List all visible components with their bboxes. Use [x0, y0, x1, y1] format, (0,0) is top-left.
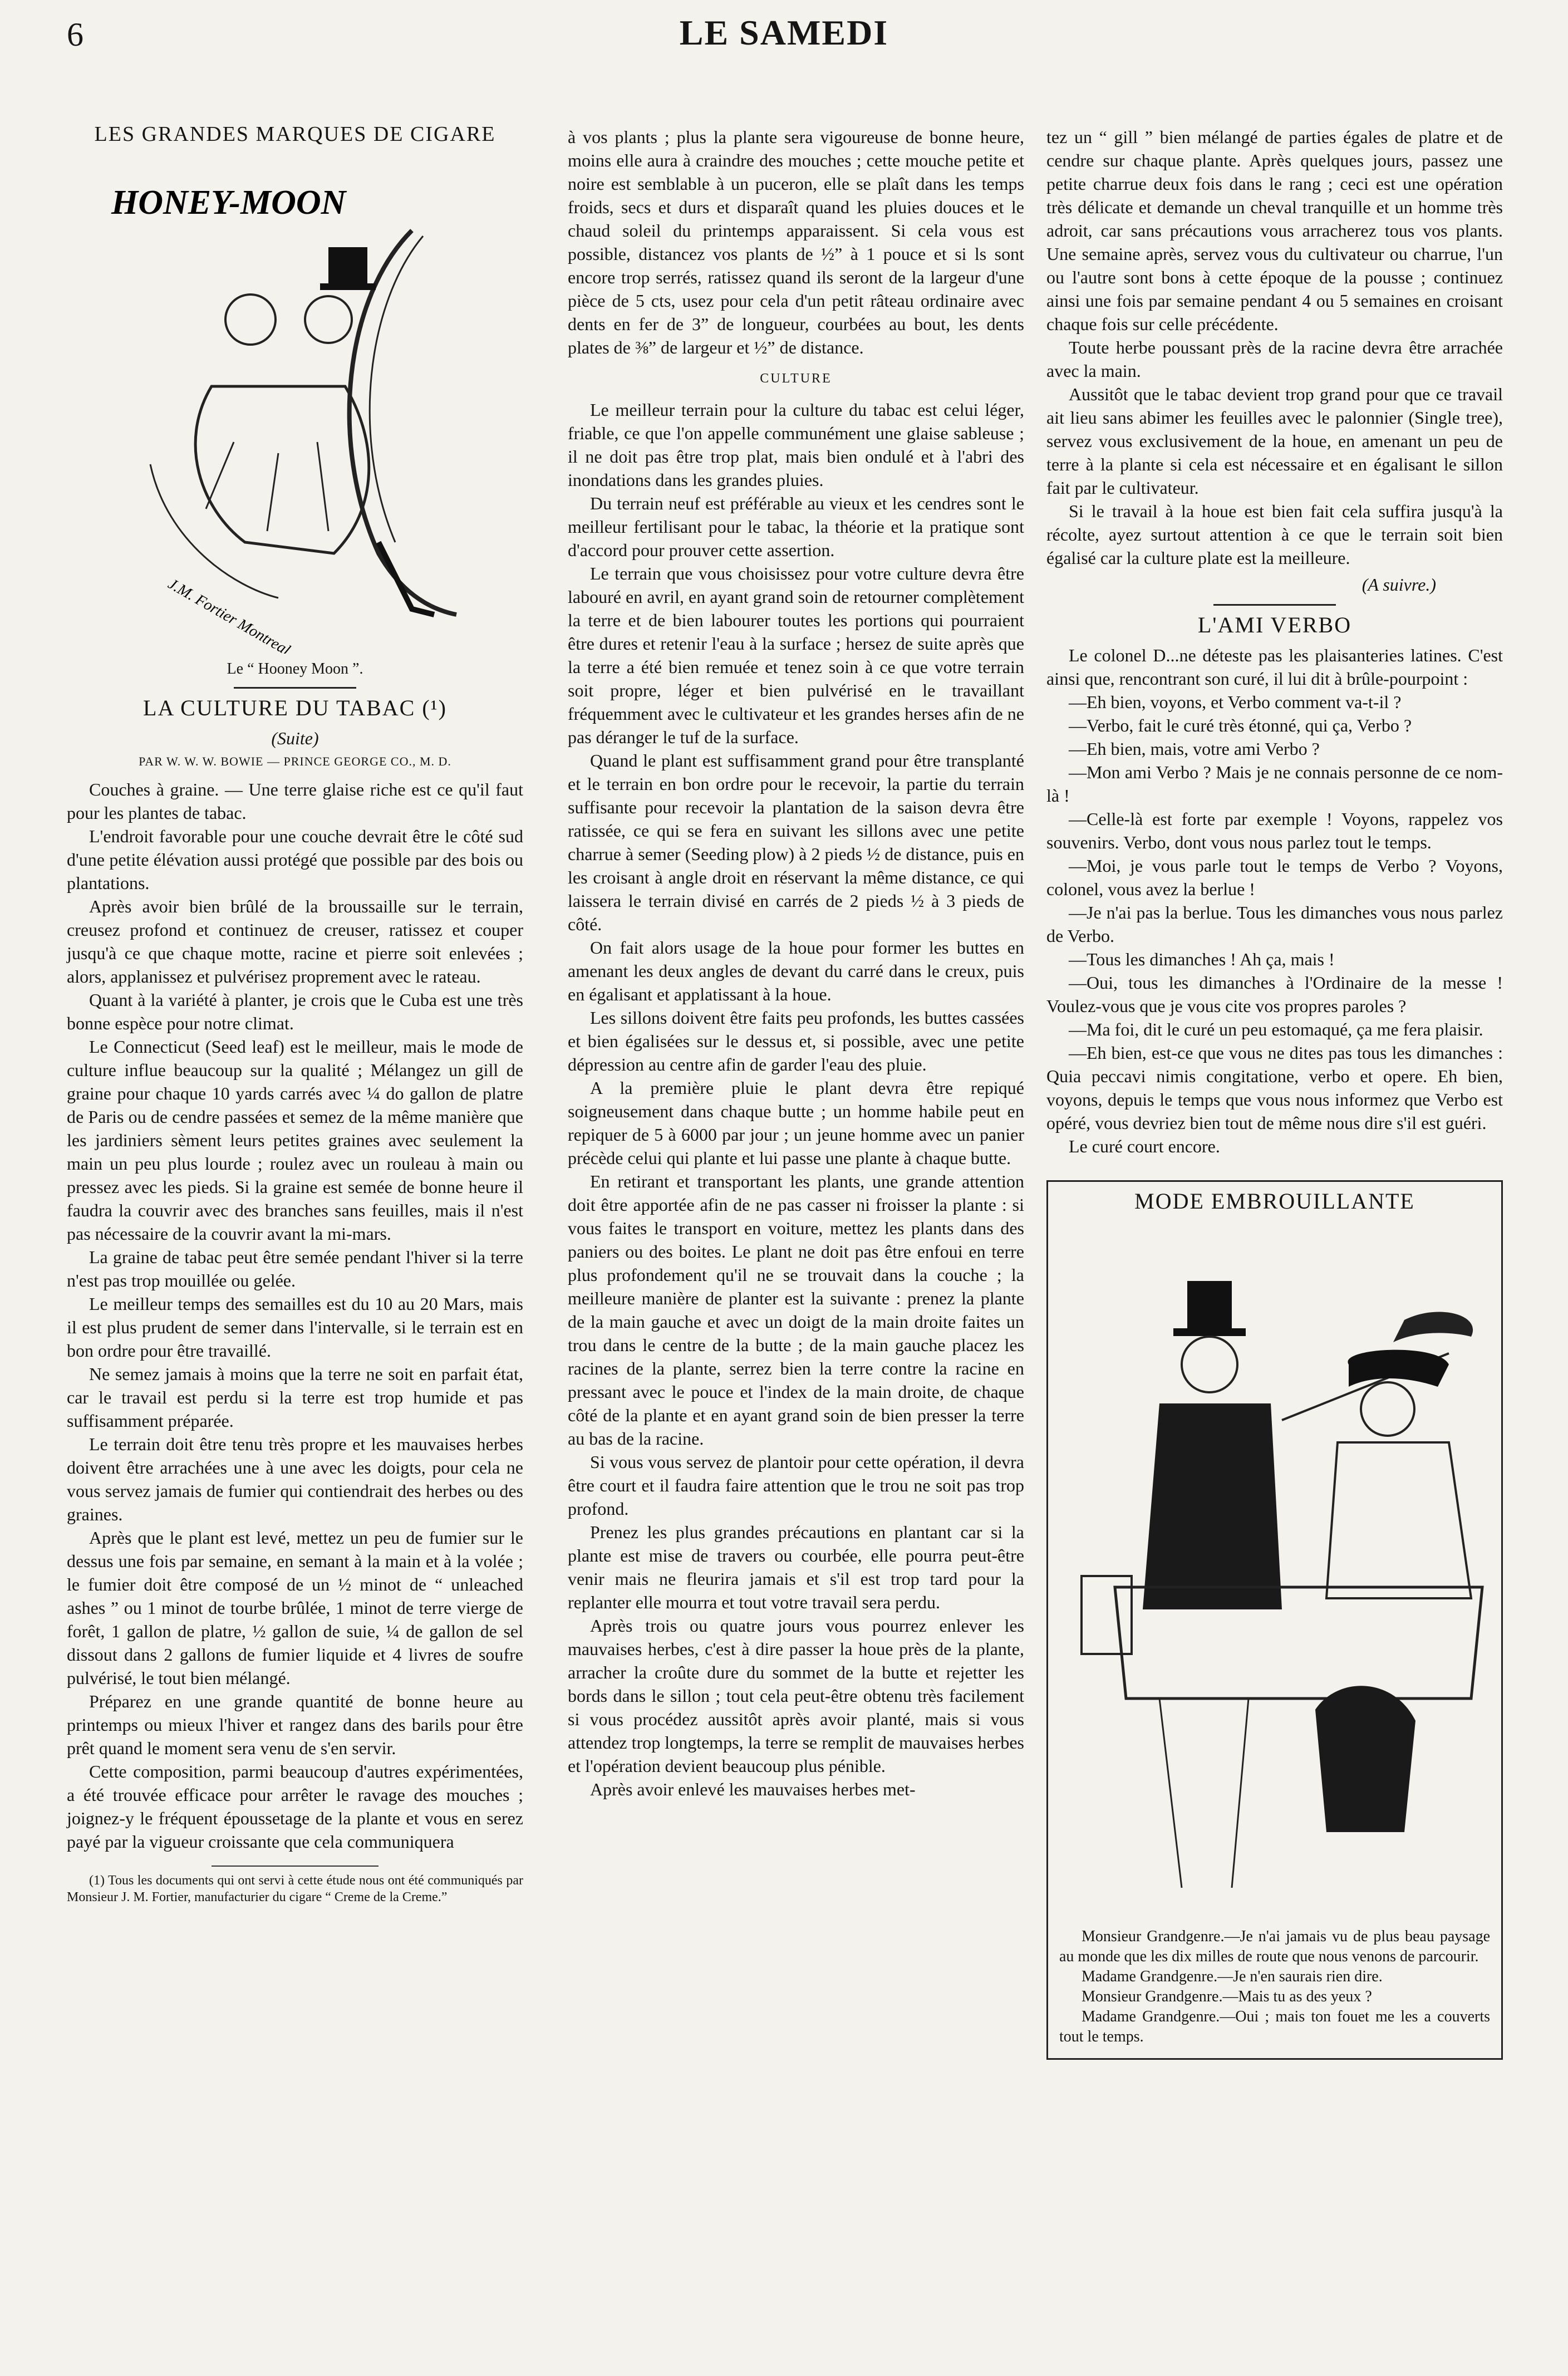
- paragraph: Quant à la variété à planter, je crois que le Cuba est une très bonne espèce pour notre climat.: [67, 990, 523, 1033]
- paragraph: —Verbo, fait le curé très étonné, qui ça, Verbo ?: [1069, 715, 1412, 735]
- paragraph: La graine de tabac peut être semée pendant l'hiver si la terre n'est pas trop mouillée ou gelée.: [67, 1247, 523, 1290]
- article-title: LA CULTURE DU TABAC (¹): [143, 695, 447, 720]
- caption-line: Monsieur Grandgenre.—Je n'ai jamais vu de plus beau paysage au monde que les dix milles de route que nous venons de parcourir.: [1059, 1928, 1490, 1965]
- paragraph: tez un “ gill ” bien mélangé de parties égales de platre et de cendre sur chaque plante. Après quelques jours, passez une petite charrue deux fois dans le rang ; ceci est une opération très délicate et demande un cheval tranquille et un homme très adroit, car sans précautions vous arracherez tous vos plants. Une semaine après, servez vous du cultivateur ou charrue, l'un ou l'autre sont bons à cette époque de la pousse ; continuez ainsi une fois par semaine pendant 4 ou 5 semaines en croisant chaque fois sur celle précédente.: [1046, 127, 1503, 334]
- paragraph: Si vous vous servez de plantoir pour cette opération, il devra être court et il faudra faire attention que le trou ne soit pas trop profond.: [568, 1452, 1024, 1519]
- cigar-section-title: LES GRANDES MARQUES DE CIGARE: [94, 122, 496, 146]
- paragraph: Le curé court encore.: [1069, 1136, 1220, 1156]
- column-1: [67, 100, 523, 1906]
- paragraph: L'endroit favorable pour une couche devrait être le côté sud d'une petite élévation aussi protégé que possible par des bois ou plantations.: [67, 826, 523, 893]
- divider: [234, 687, 356, 689]
- paragraph: —Moi, je vous parle tout le temps de Verbo ? Voyons, colonel, vous avez la berlue !: [1046, 856, 1503, 899]
- page-number: 6: [67, 16, 83, 53]
- paragraph: —Mon ami Verbo ? Mais je ne connais personne de ce nom-là !: [1046, 762, 1503, 806]
- paragraph: En retirant et transportant les plants, une grande attention doit être apportée afin de ne pas casser ni froisser la plante : si vous faites le transport en voiture, mettez les plants dans des paniers ou des boites. Le plant ne doit pas être enfoui en terre plus profondement qu'il ne se trouvait dans la couche ; la meilleure manière de planter est la suivante : prenez la plante de la main gauche et avec un doigt de la main droite faites un trou dans le centre de la butte ; de la main gauche placez les racines de la plante, serrez bien la terre contre la racine en pressant avec le pouce et l'index de la main droite, de chaque côté de la plante et en ayant grand soin de bien presser la terre au bas de la racine.: [568, 1171, 1024, 1449]
- ami-verbo-title: L'AMI VERBO: [1197, 612, 1352, 637]
- paragraph: Après que le plant est levé, mettez un peu de fumier sur le dessus une fois par semaine, en semant à la main et à la volée ; le fumier doit être composé de un ½ minot de “ unleached ashes ” ou 1 minot de tourbe brûlée, 1 minot de terre vierge de forêt, 1 gallon de platre, ½ gallon de suie, ¼ de gallon de sel dissout dans 2 gallons de fumier liquide et 4 livres de soufre pulvérisé, le tout bien mélangé.: [67, 1528, 523, 1688]
- honey-moon-illustration: [67, 153, 523, 654]
- paragraph: A la première pluie le plant devra être repiqué soigneusement dans chaque butte ; un homme habile peut en repiquer de 5 à 6000 par jour ; un jeune homme avec un panier précède celui qui plante et lui passe une plante à chaque butte.: [568, 1078, 1024, 1168]
- caption-line: Monsieur Grandgenre.—Mais tu as des yeux ?: [1082, 1988, 1372, 2005]
- article-suite: (Suite): [271, 728, 319, 748]
- paragraph: Après trois ou quatre jours vous pourrez enlever les mauvaises herbes, c'est à dire passer la houe près de la plante, arracher la croûte dure du sommet de la butte et rejetter les bords dans le sillon ; tout cela peut-être obtenu très facilement si vous procédez aussitôt après avoir planté, mais si vous attendez trop longtemps, la terre se remplit de mauvaises herbes et l'opération devient beaucoup plus pénible.: [568, 1616, 1024, 1776]
- paragraph: Le colonel D...ne déteste pas les plaisanteries latines. C'est ainsi que, rencontrant son curé, il lui dit à brûle-pourpoint :: [1046, 645, 1503, 689]
- paragraph: Le meilleur terrain pour la culture du tabac est celui léger, friable, ce que l'on appelle communément une glaise sableuse ; il ne doit pas être trop plat, mais bien ondulé et à l'abri des inondations dans les grandes pluies.: [568, 400, 1024, 490]
- mode-embrouillante-title: MODE EMBROUILLANTE: [1134, 1189, 1415, 1214]
- paragraph: Couches à graine. — Une terre glaise riche est ce qu'il faut pour les plantes de tabac.: [67, 779, 523, 823]
- brand-logo: HONEY-MOON: [111, 184, 346, 222]
- paragraph: Le Connecticut (Seed leaf) est le meilleur, mais le mode de culture influe beaucoup sur la qualité ; Mélangez un gill de graine pour chaque 10 yards carrés avec ¼ do gallon de platre de Paris ou de cendre passées et semez de la même manière que les jardiniers sèment leurs petites graines avec seulement la main un peu plus lourde ; roulez avec un rouleau à main ou pressez avec les pieds. Si la graine est semée de bonne heure il faudra la couvrir avec des branches sans feuilles, mais il n'est pas nécessaire de la couvrir avant la mi-mars.: [67, 1037, 523, 1244]
- paragraph: Aussitôt que le tabac devient trop grand pour que ce travail ait lieu sans abimer les feuilles avec le palonnier (Single tree), servez vous exclusivement de la houe, en amenant un peu de terre à la plante si cela est nécessaire et en égalisant le sillon fait par le cultivateur.: [1046, 384, 1503, 498]
- paragraph: —Tous les dimanches ! Ah ça, mais !: [1069, 949, 1335, 969]
- divider: [1213, 604, 1336, 606]
- paragraph: Après avoir bien brûlé de la broussaille sur le terrain, creusez profond et continuez de creuser, ratissez et couper jusqu'à ce que chaque motte, racine et pierre soit enlevées ; alors, applanissez et pulvérisez proprement avec le rateau.: [67, 896, 523, 986]
- paragraph: —Celle-là est forte par exemple ! Voyons, rappelez vos souvenirs. Verbo, dont vous nous parlez tout le temps.: [1046, 809, 1503, 852]
- paragraph: Du terrain neuf est préférable au vieux et les cendres sont le meilleur fertilisant pour le tabac, la théorie et la pratique sont d'accord pour prouver cette assertion.: [568, 493, 1024, 560]
- paragraph: Préparez en une grande quantité de bonne heure au printemps ou mieux l'hiver et rangez dans des barils pour être prêt quand le moment sera venu de s'en servir.: [67, 1691, 523, 1758]
- footnote: (1) Tous les documents qui ont servi à cette étude nous ont été communiqués par Monsieur J. M. Fortier, manufacturier du cigare “ Creme de la Creme.”: [67, 1873, 523, 1904]
- caption-line: Madame Grandgenre.—Je n'en saurais rien dire.: [1082, 1968, 1383, 1985]
- paragraph: à vos plants ; plus la plante sera vigoureuse de bonne heure, moins elle aura à craindre des mouches ; cette mouche petite et noire est semblable à un puceron, elle se plaît dans les temps froids, secs et durs et disparaît quand les pluies douces et le chaud soleil du printemps apparaissent. Si cela vous est possible, distancez vos plants de ½” à 1 pouce et si ls sont encore trop serrés, ratissez quand ils seront de la largeur d'une pièce de 5 cts, usez pour cela d'un petit râteau ordinaire avec dents en fer de 3” de longueur, courbées au bout, les dents plates de ⅜” de largeur et ½” de distance.: [568, 127, 1024, 357]
- paragraph: On fait alors usage de la houe pour former les buttes en amenant les deux angles de devant du carré dans le creux, puis en égalisant et applatissant à la houe.: [568, 937, 1024, 1004]
- cartoon-caption: [1048, 1927, 1501, 2058]
- paragraph: Prenez les plus grandes précautions en plantant car si la plante est mise de travers ou courbée, elle pourra peut-être venir mais ne fleurira jamais et s'il est trop tard pour la replanter elle mourra et tout votre travail sera perdu.: [568, 1522, 1024, 1612]
- culture-heading: CULTURE: [760, 371, 832, 386]
- paragraph: —Eh bien, est-ce que vous ne dites pas tous les dimanches : Quia peccavi nimis congitatione, verbo et opere. Eh bien, voyons, depuis le temps que vous nous informez que Verbo est opéré, vous devriez bien tout de même nous dire s'il est guéri.: [1046, 1043, 1503, 1133]
- paragraph: Si le travail à la houe est bien fait cela suffira jusqu'à la récolte, ayez surtout attention à ce que le terrain soit bien égalisé car la culture plate est la meilleure.: [1046, 501, 1503, 568]
- byline: PAR W. W. W. BOWIE — PRINCE GEORGE CO., M. D.: [139, 754, 451, 768]
- a-suivre: (A suivre.): [1361, 575, 1436, 595]
- paragraph: Après avoir enlevé les mauvaises herbes met-: [590, 1779, 916, 1799]
- caption-line: Madame Grandgenre.—Oui ; mais ton fouet me les a couverts tout le temps.: [1059, 2008, 1490, 2045]
- paragraph: Quand le plant est suffisamment grand pour être transplanté et le terrain en bon ordre pour le recevoir, la partie du terrain suffisante pour recevoir la plantation de la saison devra être ratissée, ce qui se fera en suivant les sillons avec une petite charrue à semer (Seeding plow) à 2 pieds ½ de distance, puis en les croisant à angle droit en réservant la même distance, ce qui laissera le terrain divisé en carrés de 2 pieds ½ à 3 pieds de côté.: [568, 750, 1024, 934]
- paragraph: —Eh bien, voyons, et Verbo comment va-t-il ?: [1069, 692, 1402, 712]
- image-caption: Le “ Hooney Moon ”.: [227, 660, 363, 678]
- paragraph: Le meilleur temps des semailles est du 10 au 20 Mars, mais il est plus prudent de semer dans l'intervalle, si le terrain est en bon ordre pour être travaillé.: [67, 1294, 523, 1361]
- mode-embrouillante-box: [1046, 1180, 1503, 2060]
- paragraph: —Je n'ai pas la berlue. Tous les dimanches vous nous parlez de Verbo.: [1046, 902, 1503, 946]
- paragraph: Ne semez jamais à moins que la terre ne soit en parfait état, car le travail est perdu si la terre est trop humide et pas suffisamment préparée.: [67, 1364, 523, 1431]
- masthead: LE SAMEDI: [679, 13, 889, 52]
- paragraph: Cette composition, parmi beaucoup d'autres expérimentées, a été trouvée efficace pour arrêter le ravage des mouches ; joignez-y le fréquent époussetage de la plante et vous en serez payé par la vigueur croissante que cela communiquera: [67, 1761, 523, 1852]
- column-2: [568, 125, 1024, 1801]
- paragraph: Le terrain doit être tenu très propre et les mauvaises herbes doivent être arrachées une à une avec les doigts, pour cela ne vous servez jamais de fumier qui contiendrait des herbes ou des graines.: [67, 1434, 523, 1524]
- paragraph: —Ma foi, dit le curé un peu estomaqué, ça me fera plaisir.: [1069, 1019, 1483, 1039]
- footnote-rule: [212, 1866, 379, 1867]
- paragraph: —Oui, tous les dimanches à l'Ordinaire de la messe ! Voulez-vous que je vous cite vos propres paroles ?: [1046, 973, 1503, 1016]
- carriage-cartoon-illustration: [1048, 1220, 1501, 1921]
- column-3: [1046, 125, 1503, 2060]
- paragraph: —Eh bien, mais, votre ami Verbo ?: [1069, 739, 1320, 759]
- svg-text:J.M. Fortier Montreal: J.M. Fortier Montreal: [165, 575, 293, 654]
- paragraph: Toute herbe poussant près de la racine devra être arrachée avec la main.: [1046, 337, 1503, 381]
- paragraph: Le terrain que vous choisissez pour votre culture devra être labouré en avril, en ayant grand soin de retourner complètement la terre et de bien labourer toutes les portions qui pourraient être dures et retenir l'eau à la surface ; hersez de suite après que la terre a été bien remuée et tenez soin à ce que votre terrain soit propre, léger et bien pulvérisé en le travaillant fréquemment avec le cultivateur et les grandes herses afin de ne pas déranger le tuf de la surface.: [568, 563, 1024, 747]
- paragraph: Les sillons doivent être faits peu profonds, les buttes cassées et bien égalisées sur le dessus et, si possible, avec une petite dépression au centre afin de garder l'eau des pluie.: [568, 1008, 1024, 1074]
